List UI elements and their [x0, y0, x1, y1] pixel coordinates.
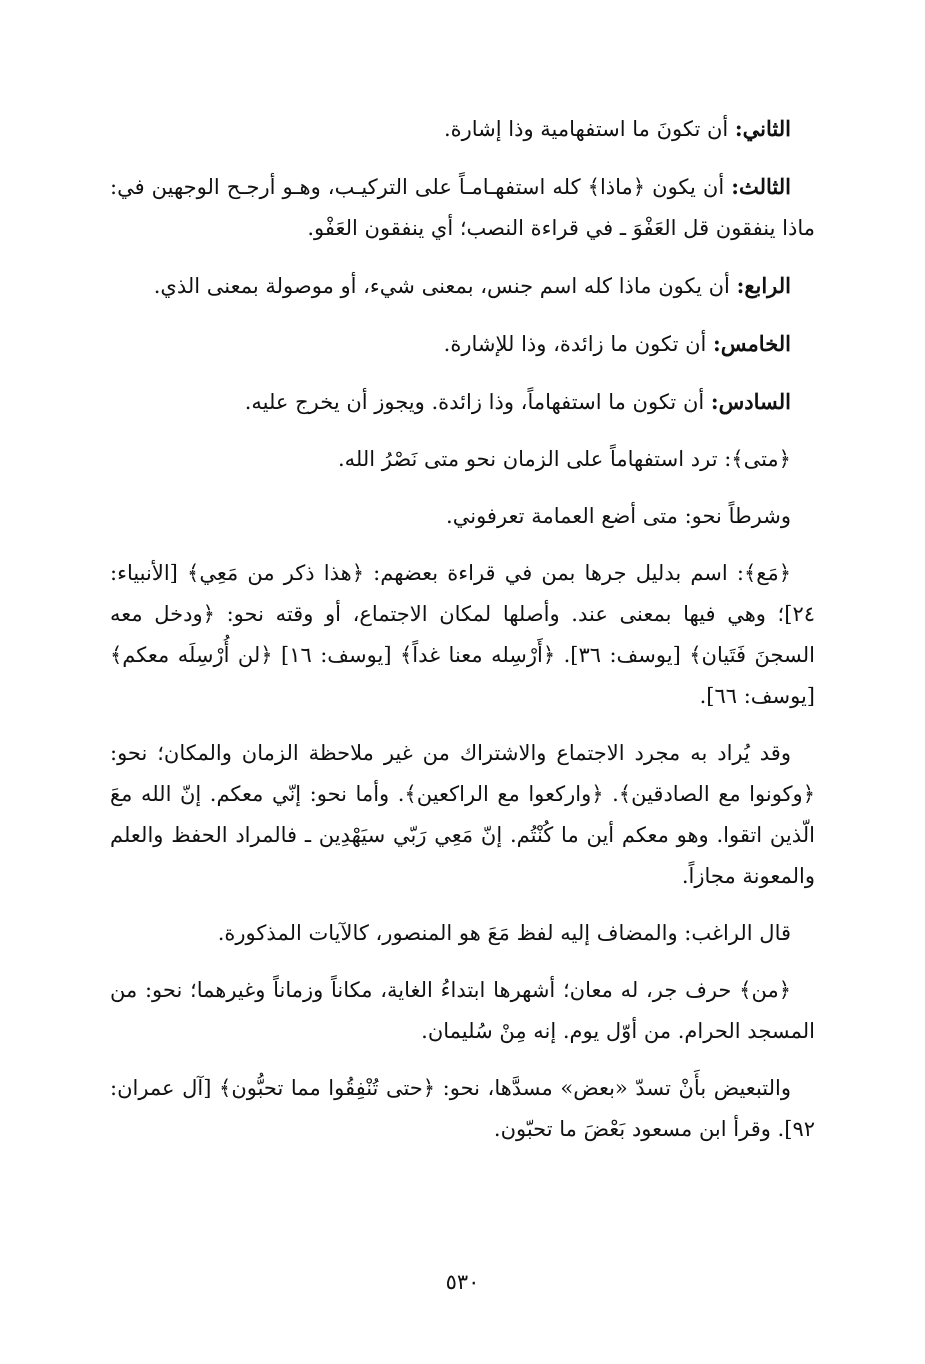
paragraph-mata: [110, 439, 815, 480]
paragraph-lead: الخامس:: [713, 331, 791, 356]
paragraph-second: [110, 108, 815, 150]
paragraph-tabeed: [110, 1068, 815, 1150]
paragraph-mata-conditional: [110, 496, 815, 537]
paragraph-lead: السادس:: [710, 389, 791, 414]
paragraph-text: ﴿من﴾ حرف جر، له معان؛ أشهرها ابتداءُ الغاية، مكاناً وزماناً وغيرهما؛ نحو: من المسجد الحرام. من أوّل يوم. إنه مِنْ سُليمان.: [110, 978, 815, 1043]
paragraph-lead: الثاني:: [734, 116, 791, 141]
paragraph-lead: الرابع:: [736, 273, 791, 298]
paragraph-text: ﴿متى﴾: ترد استفهاماً على الزمان نحو متى نَصْرُ الله.: [337, 447, 791, 471]
paragraph-lead: الثالث:: [731, 174, 791, 199]
paragraph-maa-meaning: [110, 733, 815, 897]
paragraph-text: وقد يُراد به مجرد الاجتماع والاشتراك من غير ملاحظة الزمان والمكان؛ نحو: ﴿وكونوا مع الصادقين﴾. ﴿واركعوا مع الراكعين﴾. وأما نحو: إنّي معكم. إنّ الله معَ الّذين اتقوا. وهو معكم أين ما كُنْتُم. إنّ مَعِي رَبّي سيَهْدِين ـ فالمراد الحفظ والعلم والمعونة مجازاً.: [110, 741, 815, 888]
paragraph-text: أن يكون ﴿ماذا﴾ كله استفهـامـاً على التركيـب، وهـو أرجـح الوجهين في: ماذا ينفقون قل العَفْوَ ـ في قراءة النصب؛ أي ينفقون العَفْو.: [110, 175, 815, 240]
paragraph-text: أن يكون ماذا كله اسم جنس، بمعنى شيء، أو موصولة بمعنى الذي.: [153, 274, 737, 298]
paragraph-raghib: [110, 913, 815, 954]
paragraph-min: [110, 970, 815, 1052]
paragraph-fourth: [110, 265, 815, 307]
paragraph-text: والتبعيض بأَنْ تسدّ «بعض» مسدَّها، نحو: ﴿حتى تُنْفِقُوا مما تحبُّون﴾ [آل عمران: ٩٢]. وقرأ ابن مسعود بَعْضَ ما تحبّون.: [110, 1076, 815, 1141]
page-body: [110, 108, 815, 1166]
paragraph-text: أن تكون ما زائدة، وذا للإشارة.: [443, 332, 714, 356]
paragraph-sixth: [110, 381, 815, 423]
paragraph-text: ﴿مَع﴾: اسم بدليل جرها بمن في قراءة بعضهم: ﴿هذا ذكر من مَعِي﴾ [الأنبياء: ٢٤]؛ وهي فيها بمعنى عند. وأصلها لمكان الاجتماع، أو وقته نحو: ﴿ودخل معه السجنَ فَتَيان﴾ [يوسف: ٣٦]. ﴿أَرْسِله معنا غداً﴾ [يوسف: ١٦] ﴿لن أُرْسِلَه معكم﴾ [يوسف: ٦٦].: [110, 561, 815, 708]
paragraph-text: قال الراغب: والمضاف إليه لفظ مَعَ هو المنصور، كالآيات المذكورة.: [217, 921, 791, 945]
paragraph-fifth: [110, 323, 815, 365]
page-number: ٥٣٠: [445, 1270, 480, 1294]
paragraph-text: أن تكون ما استفهاماً، وذا زائدة. ويجوز أن يخرج عليه.: [244, 390, 711, 414]
paragraph-text: وشرطاً نحو: متى أضع العمامة تعرفوني.: [446, 504, 791, 528]
paragraph-text: أن تكونَ ما استفهامية وذا إشارة.: [443, 117, 735, 141]
paragraph-third: [110, 166, 815, 249]
paragraph-maa: [110, 553, 815, 717]
